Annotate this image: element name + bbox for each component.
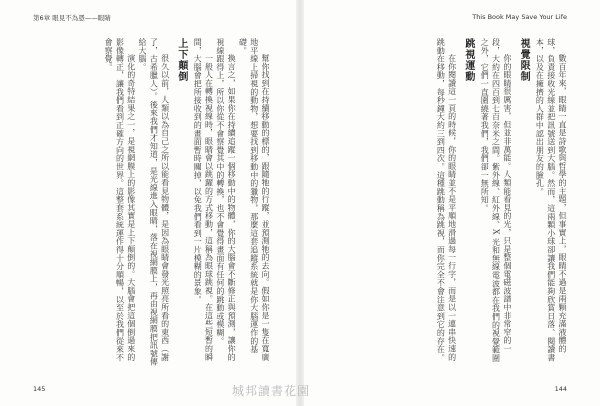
paragraph: 數百年來，眼睛一直是詩歌與哲學的主題，但事實上，眼睛不過是兩顆充滿液體的球，負責接收光線並把訊號送到大腦。然而，這兩顆小球卻讓我們能夠欣賞日落、閱讀書本，以及在擁擠的人群中認出朋友的臉孔。 bbox=[535, 38, 567, 362]
page-number: 144 bbox=[554, 385, 567, 393]
section-heading: 視覺限制 bbox=[518, 38, 530, 82]
page-number: 145 bbox=[33, 385, 46, 393]
paragraph: 幫你找到在持續移動的標的，跟隨牠的行蹤，並預測牠的去向。假如你是一隻在寬廣地平線上掃視的動物，想要找到移動中的獵物，那麼這套追蹤系統就是你大腦運作的基礎。 bbox=[238, 38, 270, 362]
paragraph: 換言之，如果你在持續追蹤一個移動中的物體，你的大腦會不斷修正與預測，讓你的視線跟得上，所以你從不會察覺其中的轉換，也不會覺得畫面有任何的跳動或模糊。 bbox=[215, 38, 237, 362]
paragraph: 一般人在轉換視線時，眼睛會以跳躍的方式移動，這稱為眼球跳視。在這些短暫的瞬間，大腦會把所接收到的畫面暫時關掉，以免我們看到一片模糊的景象。 bbox=[193, 38, 214, 362]
paragraph: 演化的奇特結果之一，是視網膜上的影像其實是上下顛倒的。大腦會把這個倒過來的影像轉正，讓我們看到正確方向的世界。這整套系統運作得十分順暢，以至於我們從來不會察覺。 bbox=[104, 38, 136, 362]
chapter-header: 第6章 眼見不為憑——眼睛 bbox=[33, 14, 111, 22]
publisher-watermark: 城邦讀書花園 bbox=[232, 384, 311, 398]
paragraph: 很久以前，人類以為自己之所以能看見物體，是因為眼睛會發光照亮所看的東西（謝了，古希臘人）。後來我們才知道，是光線進入眼睛，落在視網膜上，再由視網膜把訊號傳給大腦。 bbox=[138, 38, 170, 366]
section-heading: 跳視運動 bbox=[462, 38, 474, 82]
right-page bbox=[300, 0, 600, 406]
book-gutter bbox=[296, 0, 304, 406]
paragraph: 你的眼睛很厲害，但並非萬能。人類能看見的光，只是整個電磁波譜中非常窄的一段，大約在四百到七百奈米之間。紫外線、紅外線、X 光和無線電波都在我們的視覺範圍之外，它們一直圍繞著我們，我們卻一無所知。 bbox=[480, 38, 512, 363]
left-text-block bbox=[33, 38, 271, 368]
right-text-block bbox=[330, 38, 568, 368]
paragraph: 在你閱讀這一頁的時候，你的眼睛並不是平順地滑過每一行字，而是以一連串快速的跳動在移動，每秒鐘大約三到四次。這種跳動稱為跳視，而你完全不會注意到它的存在。 bbox=[436, 38, 457, 362]
book-title-header: This Book May Save Your Life bbox=[472, 13, 567, 21]
section-heading: 上下顛倒 bbox=[175, 38, 187, 82]
